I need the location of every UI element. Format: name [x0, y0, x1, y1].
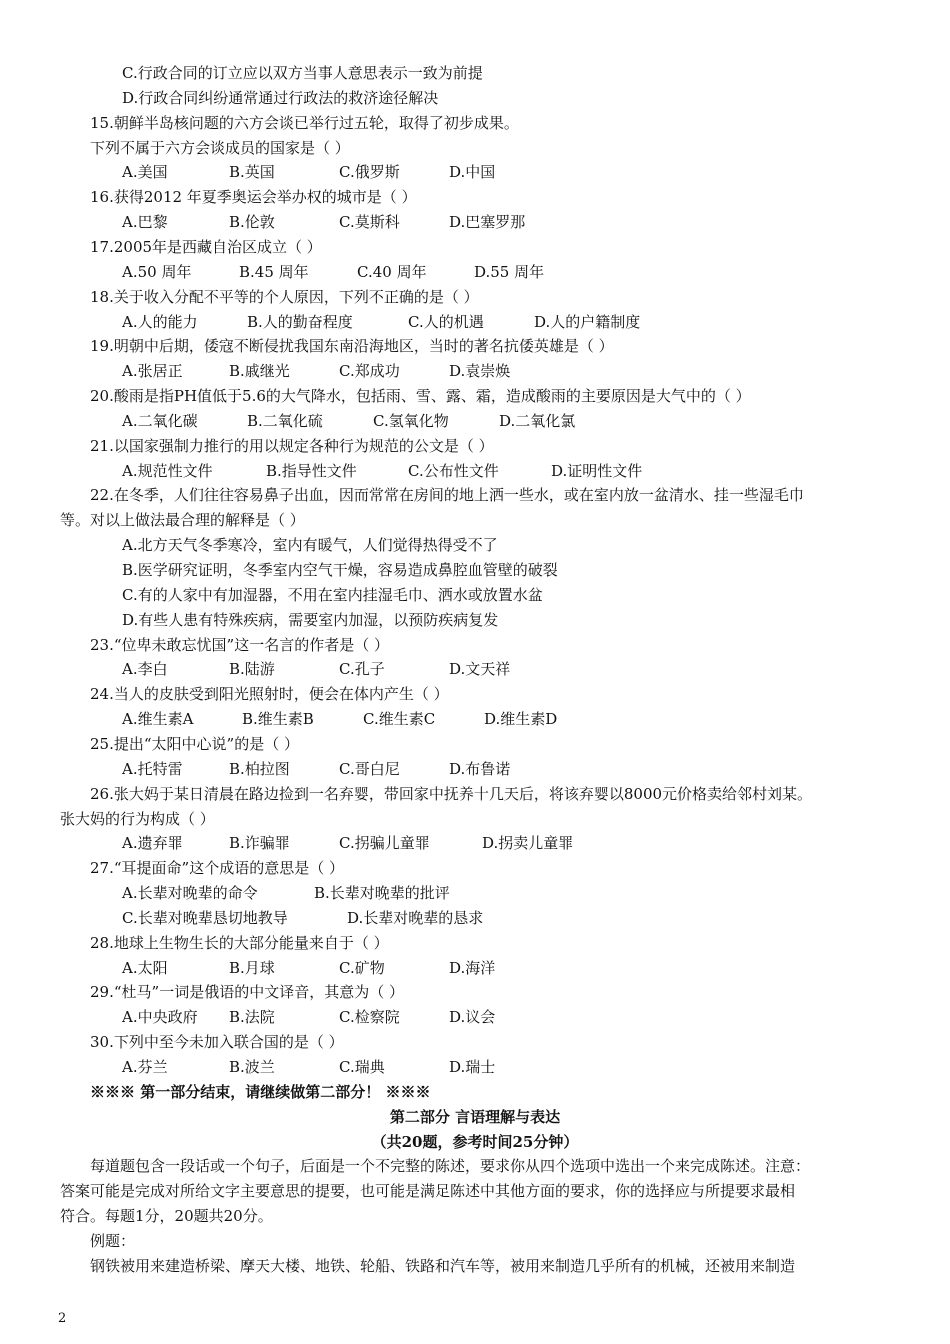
answer-option: B.人的勤奋程度 — [247, 313, 353, 331]
answer-option: C.氢氧化物 — [373, 412, 449, 430]
answer-option: A.张居正 — [122, 362, 183, 380]
answer-option: D.人的户籍制度 — [534, 313, 641, 331]
text-line: 例题： — [90, 1232, 136, 1250]
answer-option: D.二氧化氯 — [499, 412, 576, 430]
text-line: D.有些人患有特殊疾病，需要室内加湿，以预防疾病复发 — [122, 611, 499, 629]
text-line: 22.在冬季，人们往往容易鼻子出血，因而常常在房间的地上洒一些水，或在室内放一盆清水、挂一些湿毛巾 — [90, 486, 804, 504]
answer-option: D.海洋 — [449, 959, 496, 977]
answer-option: C.矿物 — [339, 959, 385, 977]
text-line: A.北方天气冬季寒冷，室内有暖气，人们觉得热得受不了 — [122, 536, 498, 554]
text-line: C.行政合同的订立应以双方当事人意思表示一致为前提 — [122, 64, 483, 82]
page-number: 2 — [58, 1311, 67, 1326]
text-line: 30.下列中至今未加入联合国的是（ ） — [90, 1033, 344, 1051]
text-line: 23.“位卑未敢忘忧国”这一名言的作者是（ ） — [90, 636, 389, 654]
answer-option: B.英国 — [229, 163, 275, 181]
answer-option: D.55 周年 — [474, 263, 545, 281]
text-line: 答案可能是完成对所给文字主要意思的提要，也可能是满足陈述中其他方面的要求，你的选择应与所提要求最相 — [60, 1182, 796, 1200]
answer-option: D.议会 — [449, 1008, 496, 1026]
answer-option: A.人的能力 — [122, 313, 198, 331]
answer-option: D.文天祥 — [449, 660, 511, 678]
text-line: 26.张大妈于某日清晨在路边捡到一名弃婴，带回家中抚养十几天后，将该弃婴以8000元价格卖给邻村刘某。 — [90, 785, 813, 803]
text-line: 18.关于收入分配不平等的个人原因，下列不正确的是（ ） — [90, 288, 479, 306]
section-heading: 第二部分 言语理解与表达 — [389, 1108, 561, 1126]
answer-option: A.太阳 — [122, 959, 168, 977]
answer-option: D.证明性文件 — [551, 462, 643, 480]
answer-option: A.二氧化碳 — [122, 412, 198, 430]
answer-option: C.检察院 — [339, 1008, 400, 1026]
answer-option: A.规范性文件 — [122, 462, 213, 480]
text-line: 每道题包含一段话或一个句子，后面是一个不完整的陈述，要求你从四个选项中选出一个来完成陈述。注意： — [90, 1157, 811, 1175]
text-line: 张大妈的行为构成（ ） — [60, 810, 215, 828]
text-line: 28.地球上生物生长的大部分能量来自于（ ） — [90, 934, 389, 952]
answer-option: B.陆游 — [229, 660, 275, 678]
answer-option: A.芬兰 — [122, 1058, 168, 1076]
answer-option: C.哥白尼 — [339, 760, 400, 778]
answer-option: B.维生素B — [242, 710, 314, 728]
text-line: D.行政合同纠纷通常通过行政法的救济途径解决 — [122, 89, 439, 107]
text-line: 24.当人的皮肤受到阳光照射时，便会在体内产生（ ） — [90, 685, 449, 703]
answer-option: A.巴黎 — [122, 213, 168, 231]
answer-option: A.维生素A — [122, 710, 194, 728]
text-line: 钢铁被用来建造桥梁、摩天大楼、地铁、轮船、铁路和汽车等，被用来制造几乎所有的机械，还被用来制造 — [90, 1257, 796, 1275]
answer-option: D.维生素D — [484, 710, 558, 728]
answer-option: A.李白 — [122, 660, 168, 678]
answer-option: C.公布性文件 — [408, 462, 499, 480]
answer-option: C.长辈对晚辈恳切地教导 — [122, 909, 288, 927]
answer-option: C.拐骗儿童罪 — [339, 834, 430, 852]
answer-option: B.柏拉图 — [229, 760, 290, 778]
text-line: 19.明朝中后期，倭寇不断侵扰我国东南沿海地区，当时的著名抗倭英雄是（ ） — [90, 337, 614, 355]
text-line: 下列不属于六方会谈成员的国家是（ ） — [90, 139, 350, 157]
answer-option: D.中国 — [449, 163, 496, 181]
answer-option: B.指导性文件 — [266, 462, 357, 480]
text-line: 21.以国家强制力推行的用以规定各种行为规范的公文是（ ） — [90, 437, 494, 455]
text-line: 20.酸雨是指PH值低于5.6的大气降水，包括雨、雪、露、霜，造成酸雨的主要原因是大气中的（ ） — [90, 387, 751, 405]
answer-option: C.俄罗斯 — [339, 163, 400, 181]
answer-option: A.中央政府 — [122, 1008, 198, 1026]
answer-option: A.托特雷 — [122, 760, 183, 778]
text-line: B.医学研究证明，冬季室内空气干燥，容易造成鼻腔血管壁的破裂 — [122, 561, 558, 579]
answer-option: A.美国 — [122, 163, 168, 181]
answer-option: C.瑞典 — [339, 1058, 385, 1076]
answer-option: D.袁崇焕 — [449, 362, 511, 380]
text-line: 16.获得2012 年夏季奥运会举办权的城市是（ ） — [90, 188, 417, 206]
answer-option: B.戚继光 — [229, 362, 290, 380]
answer-option: B.法院 — [229, 1008, 275, 1026]
answer-option: D.布鲁诺 — [449, 760, 511, 778]
answer-option: A.50 周年 — [122, 263, 192, 281]
text-line: 25.提出“太阳中心说”的是（ ） — [90, 735, 299, 753]
answer-option: D.拐卖儿童罪 — [482, 834, 574, 852]
text-line: 等。对以上做法最合理的解释是（ ） — [60, 511, 305, 529]
text-line: 17.2005年是西藏自治区成立（ ） — [90, 238, 322, 256]
answer-option: C.人的机遇 — [408, 313, 484, 331]
answer-option: D.长辈对晚辈的恳求 — [347, 909, 484, 927]
answer-option: C.郑成功 — [339, 362, 400, 380]
answer-option: C.孔子 — [339, 660, 385, 678]
answer-option: C.维生素C — [363, 710, 436, 728]
answer-option: B.波兰 — [229, 1058, 275, 1076]
answer-option: B.诈骗罪 — [229, 834, 290, 852]
section-heading: （共20题，参考时间25分钟） — [371, 1133, 579, 1151]
text-line: C.有的人家中有加湿器，不用在室内挂湿毛巾、洒水或放置水盆 — [122, 586, 543, 604]
answer-option: B.月球 — [229, 959, 275, 977]
text-line: 15.朝鲜半岛核问题的六方会谈已举行过五轮，取得了初步成果。 — [90, 114, 519, 132]
text-line: 符合。每题1分，20题共20分。 — [60, 1207, 273, 1225]
answer-option: C.40 周年 — [357, 263, 427, 281]
answer-option: D.巴塞罗那 — [449, 213, 526, 231]
answer-option: C.莫斯科 — [339, 213, 400, 231]
text-line: 29.“杜马”一词是俄语的中文译音，其意为（ ） — [90, 983, 404, 1001]
answer-option: B.长辈对晚辈的批评 — [314, 884, 450, 902]
answer-option: D.瑞士 — [449, 1058, 496, 1076]
text-line: 27.“耳提面命”这个成语的意思是（ ） — [90, 859, 344, 877]
section-end-notice: ※※※ 第一部分结束，请继续做第二部分！ ※※※ — [90, 1083, 431, 1101]
answer-option: B.45 周年 — [239, 263, 309, 281]
answer-option: A.遗弃罪 — [122, 834, 183, 852]
answer-option: A.长辈对晚辈的命令 — [122, 884, 258, 902]
answer-option: B.伦敦 — [229, 213, 275, 231]
answer-option: B.二氧化硫 — [247, 412, 323, 430]
